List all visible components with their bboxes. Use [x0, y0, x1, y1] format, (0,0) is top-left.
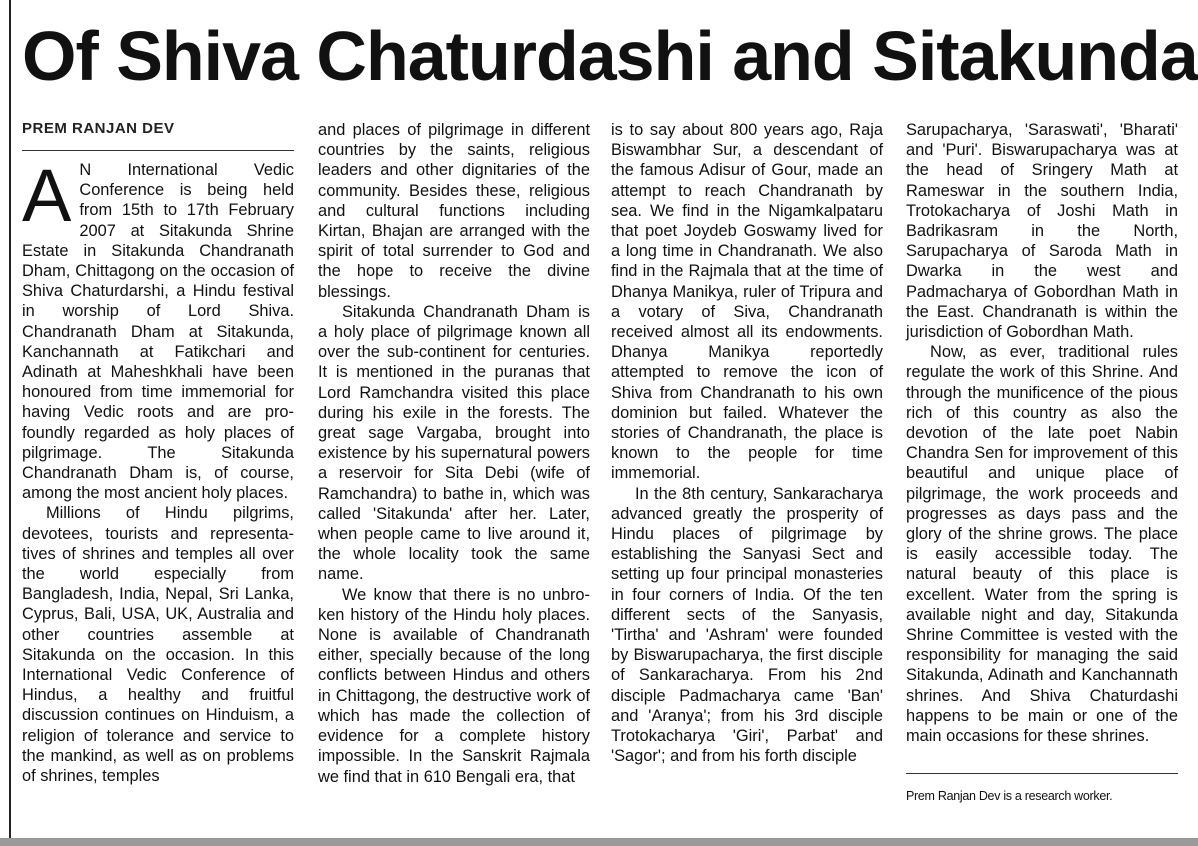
paragraph: Millions of Hindu pilgrims, devotees, tourists and representatives of shrines and temples all over the world especially from Bangladesh, India, Nepal, Sri Lanka, Cyprus, Bali, USA, UK, Australia and other countries assemble at Sitakunda on the occasion. In this International Vedic Conference of Hindus, a healthy and fruitful discussion continues on Hinduism, a religion of tolerance and service to the mankind, as well as on problems of shrines, temples [22, 504, 294, 786]
column-4 [906, 120, 1178, 746]
left-margin-rule [9, 0, 11, 846]
paragraph: Sarupacharya, 'Saraswati', 'Bharati' and 'Puri'. Biswarupacharya was at the head of Sringery Math at Rameswar in the southern India, Trotokacharya of Joshi Math in Badrikasram in the North, Sarupacharya of Saroda Math in Dwarka in the west and Padmacharya of Gobordhan Math in the East. Chandranath is within the jurisdiction of Gobordhan Math. [906, 121, 1178, 342]
author-footnote: Prem Ranjan Dev is a research worker. [906, 789, 1113, 803]
paragraph [22, 154, 294, 503]
column-2 [318, 120, 590, 787]
column-3 [611, 120, 883, 767]
drop-cap: A [22, 154, 72, 237]
byline: PREM RANJAN DEV [22, 120, 175, 137]
paragraph: and places of pilgrimage in different countries by the saints, religious leaders and other dignitaries of the community. Besides these, religious and cultural functions including Kirtan, Bhajan are arranged with the spirit of total surrender to God and the hope to receive the divine blessings. [318, 121, 590, 301]
column-1 [22, 154, 294, 786]
bottom-border-bar [0, 838, 1198, 846]
paragraph: is to say about 800 years ago, Raja Biswambhar Sur, a descendant of the famous Adisur of Gour, made an attempt to reach Chandranath by sea. We find in the Nigamkalpataru that poet Joydeb Goswamy lived for a long time in Chandranath. We also find in the Rajmala that at the time of Dhanya Manikya, ruler of Tripura and a votary of Siva, Chandranath received almost all its endowments. Dhanya Manikya reportedly attempted to remove the icon of Shiva from Chandranath to his own dominion but failed. Whatever the stories of Chandranath, the place is known to the people for time immemorial. [611, 121, 883, 483]
paragraph-text: N International Vedic Conference is being held from 15th to 17th February 2007 at Sitakunda Shrine Estate in Sitakunda Chandranath Dham, Chittagong on the occasion of Shiva Chaturdarshi, a Hindu festival in worship of Lord Shiva. Chandranath Dham at Sitakunda, Kanchannath at Fatikchari and Adinath at Maheshkhali have been honoured from time immemorial for having Vedic roots and are profoundly regarded as holy places of pilgrimage. The Sitakunda Chandranath Dham is, of course, among the most ancient holy places. [22, 161, 294, 503]
paragraph: We know that there is no unbroken history of the Hindu holy places. None is available of Chandranath either, specially because of the long conflicts between Hindus and others in Chittagong, the destructive work of which has made the collection of evidence for a complete history impossible. In the Sanskrit Rajmala we find that in 610 Bengali era, that [318, 585, 590, 786]
paragraph: Now, as ever, traditional rules regulate the work of this Shrine. And through the munificence of the pious rich of this country as also the devotion of the late poet Nabin Chandra Sen for improvement of this beautiful and unique place of pilgrimage, the work proceeds and progresses as days pass and the glory of the shrine grows. The place is easily accessible today. The natural beauty of this place is excellent. Water from the spring is available night and day, Sitakunda Shrine Committee is vested with the responsibility for managing the said Sitakunda, Adinath and Kanchannath shrines. And Shiva Chaturdashi happens to be main or one of the main occasions for these shrines. [906, 343, 1178, 746]
paragraph: Sitakunda Chandranath Dham is a holy place of pilgrimage known all over the sub-continent for centuries. It is mentioned in the puranas that Lord Ramchandra visited this place during his exile in the forests. The great sage Vargaba, brought into existence by his supernatural powers a reservoir for Sita Debi (wife of Ramchandra) to bathe in, which was called 'Sitakunda' after her. Later, when people came to live around it, the whole locality took the same name. [318, 302, 590, 584]
byline-divider [22, 150, 294, 151]
paragraph: In the 8th century, Sankaracharya advanced greatly the prosperity of Hindu places of pilgrimage by establishing the Sanyasi Sect and setting up four principal monasteries in four corners of India. Of the ten different sects of the Sanyasis, 'Tirtha' and 'Ashram' were founded by Biswarupacharya, the first disciple of Sankaracharya. From his 2nd disciple Padmacharya came 'Ban' and 'Aranya'; from his 3rd disciple Trotokacharya 'Giri', Parbat' and 'Sagor'; and from his forth disciple [611, 484, 883, 766]
article-title: Of Shiva Chaturdashi and Sitakunda [22, 17, 1198, 95]
footnote-divider [906, 773, 1178, 774]
